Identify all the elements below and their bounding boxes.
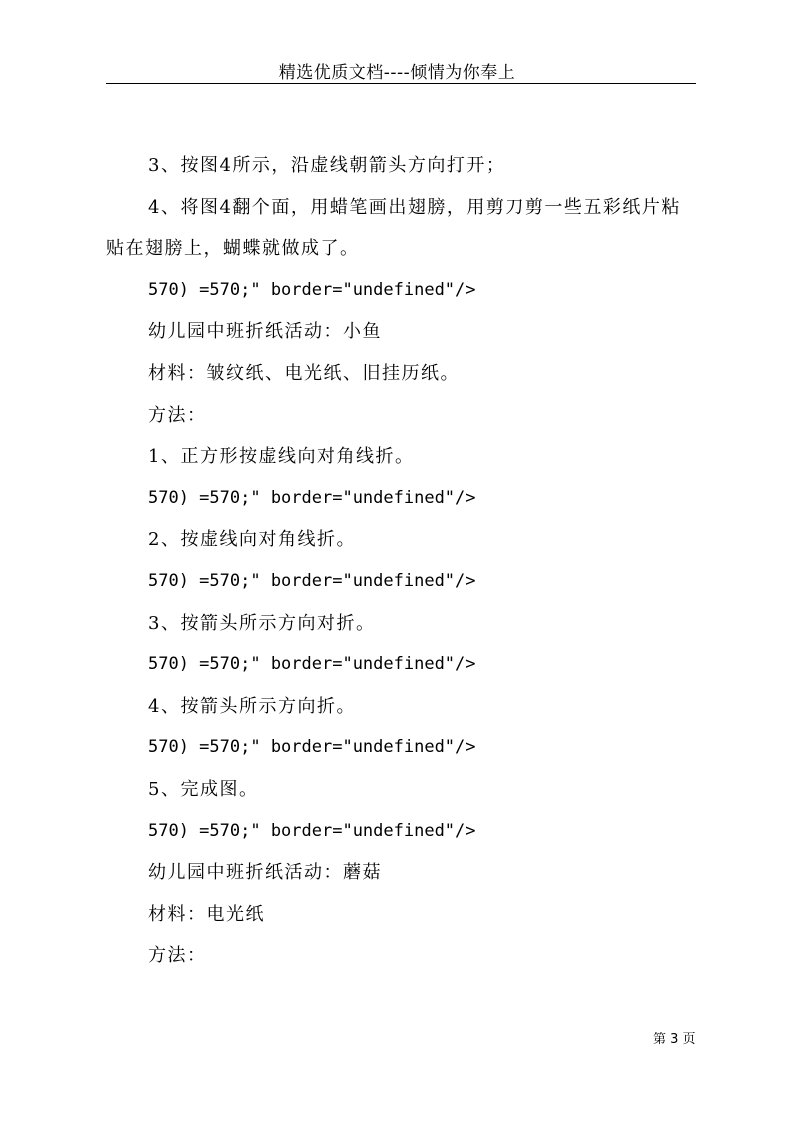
page-number: 第 3 页	[653, 1032, 696, 1047]
body-paragraph: 材料：皱纹纸、电光纸、旧挂历纸。	[148, 362, 460, 384]
body-paragraph: 4、将图4翻个面，用蜡笔画出翅膀，用剪刀剪一些五彩纸片粘贴在翅膀上，蝴蝶就做成了。	[106, 196, 681, 260]
page-header-title: 精选优质文档----倾情为你奉上	[278, 63, 516, 83]
code-fragment-paragraph: 570) =570;" border="undefined"/>	[148, 487, 476, 508]
document-body	[106, 145, 700, 977]
body-paragraph: 5、完成图。	[148, 778, 259, 800]
header-divider	[106, 83, 696, 84]
body-paragraph: 方法：	[148, 404, 207, 426]
body-paragraph: 幼儿园中班折纸活动：蘑菇	[148, 862, 382, 884]
body-paragraph: 1、正方形按虚线向对角线折。	[148, 446, 415, 468]
body-paragraph: 4、按箭头所示方向折。	[148, 695, 356, 717]
code-fragment-paragraph: 570) =570;" border="undefined"/>	[148, 570, 476, 591]
body-paragraph: 3、按箭头所示方向对折。	[148, 612, 376, 634]
body-paragraph: 方法：	[148, 945, 207, 967]
code-fragment-paragraph: 570) =570;" border="undefined"/>	[148, 654, 476, 675]
body-paragraph: 幼儿园中班折纸活动：小鱼	[148, 321, 382, 343]
body-paragraph: 材料：电光纸	[148, 903, 265, 925]
code-fragment-paragraph: 570) =570;" border="undefined"/>	[148, 279, 476, 300]
body-paragraph: 3、按图4所示，沿虚线朝箭头方向打开；	[148, 155, 506, 176]
code-fragment-paragraph: 570) =570;" border="undefined"/>	[148, 737, 476, 758]
code-fragment-paragraph: 570) =570;" border="undefined"/>	[148, 820, 476, 841]
body-paragraph: 2、按虚线向对角线折。	[148, 529, 356, 551]
